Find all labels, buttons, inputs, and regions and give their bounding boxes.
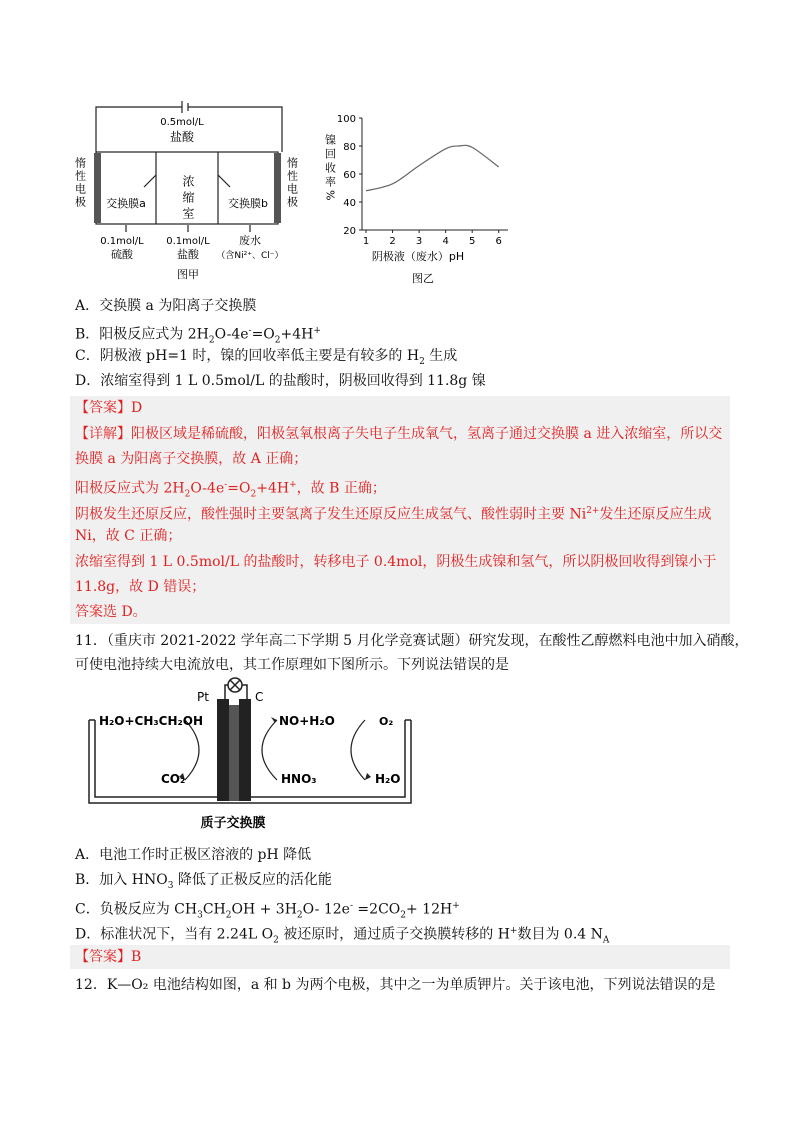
q12-stem: 12．K—O₂ 电池结构如图，a 和 b 为两个电极，其中之一为单质钾片。关于该电池，下列说法错误的是 (75, 977, 716, 993)
q11-d-pre: D．标准状况下，当有 2.24L O (75, 926, 274, 943)
chart-y-tick-label: 100 (336, 114, 356, 125)
figure-nickel-recovery-chart (318, 102, 518, 292)
q11-stem-2: 可使电池持续大电流放电，其工作原理如下图所示。下列说法错误的是 (75, 657, 509, 673)
right-bottom-label: H₂O (375, 772, 401, 786)
bottom-label-1b: 硫酸 (111, 248, 133, 261)
q11-d-mid: 被还原时，通过质子交换膜转移的 H (278, 926, 510, 943)
bottom-label-2b: 盐酸 (177, 248, 199, 261)
chart-xlabel: 阴极液（废水）pH (371, 250, 465, 263)
pt-label: Pt (197, 690, 209, 704)
q10-option-a: A．交换膜 a 为阳离子交换膜 (75, 298, 257, 314)
q11-answer: 【答案】B (75, 949, 142, 965)
chart-ylabel: 镍回收率% (323, 134, 337, 204)
c-label: C (255, 690, 264, 704)
mid-bottom-label: HNO₃ (281, 772, 317, 786)
right-electrode-bar (274, 153, 281, 223)
d3-tail: ，故 B 正确； (296, 480, 386, 497)
bottom-label-3b: （含Ni²⁺、Cl⁻） (216, 251, 284, 261)
q11-c-d: =2CO (352, 901, 401, 918)
q10-b-pre: B．阳极反应式为 2H (75, 326, 209, 343)
figure-fuel-cell (85, 675, 425, 835)
q11-d-sub: A (602, 935, 610, 946)
q10-detail-6: 浓缩室得到 1 L 0.5mol/L 的盐酸时，转移电子 0.4mol，阴极生成镍和氢气，所以阴极回收得到镍小于 (75, 554, 717, 570)
bottom-label-1a: 0.1mol/L (100, 236, 144, 247)
bottom-label-3a: 废水 (239, 234, 261, 247)
chart-y-tick-label: 40 (343, 198, 356, 209)
mid-top-label: NO+H₂O (279, 714, 335, 728)
q10-b-post: =O (251, 326, 275, 343)
chart-x-tick-label: 5 (468, 236, 476, 247)
q10-detail-4: 阴极发生还原反应，酸性强时主要氢离子发生还原反应生成氢气、酸性弱时主要 $Ni^{2+}$发生还原反应生成 (75, 506, 712, 523)
q10-option-c: C．阴极液 pH=1 时，镍的回收率低主要是有较多的 $H_2$ 生成 (75, 348, 458, 367)
q11-c-pre: C．负极反应为 CH (75, 901, 198, 918)
q11-option-a: A．电池工作时正极区溶液的 pH 降低 (75, 847, 312, 863)
q10-b-end: +4H (280, 326, 314, 343)
chart-x-tick-label: 3 (415, 236, 423, 247)
d3-mid: O-4e (190, 480, 225, 497)
q10-b-mid: O-4e (214, 326, 249, 343)
d4-post: 发生还原反应生成 (599, 506, 712, 523)
q11-option-d: D．标准状况下，当有 2.24L $O_2$ 被还原时，通过质子交换膜转移的 H+数目为 0.4 $N_A$ (75, 926, 610, 946)
d3-end: +4H (256, 480, 290, 497)
left-top-label: H₂O+CH₃CH₂OH (99, 714, 204, 728)
membrane (229, 705, 239, 801)
left-electrode-bar (94, 153, 101, 223)
chart-x-tick-label: 6 (495, 236, 502, 247)
q10-detail-2: 换膜 a 为阳离子交换膜，故 A 正确； (75, 451, 308, 467)
d4-pre: 阴极发生还原反应，酸性强时主要氢离子发生还原反应生成氢气、酸性弱时主要 Ni (75, 506, 587, 523)
q11-b-post: 降低了正极反应的活化能 (173, 872, 332, 888)
q10-option-b: B．阳极反应式为 $2H_2O-4e^-=O_2+4H^+$ (75, 326, 321, 346)
chart-y-tick-label: 80 (343, 142, 356, 153)
right-top-label: O₂ (379, 715, 394, 728)
q11-option-c: C．负极反应为 $CH_3CH_2OH + 3H_2O-$ $12e^- =2CO_2+ 12H^+$ (75, 901, 460, 921)
left-electrode-label: 惰性电极 (73, 157, 87, 209)
q10-detail-5: Ni，故 C 正确； (75, 528, 182, 544)
q10-option-d: D．浓缩室得到 1 L 0.5mol/L 的盐酸时，阴极回收得到 11.8g 镍 (75, 373, 486, 389)
q10-c-pre: C．阴极液 pH=1 时，镍的回收率低主要是有较多的 H (75, 348, 420, 364)
q11-c-c: O- 12e (302, 901, 350, 918)
chart-x-tick-label: 2 (389, 236, 396, 247)
d3-post: =O (227, 480, 251, 497)
bottom-label-2a: 0.1mol/L (166, 236, 210, 247)
d3-pre: 阳极反应式为 2H (75, 480, 185, 497)
chart-x-tick-label: 1 (362, 236, 370, 247)
right-electrode-label: 惰性电极 (285, 157, 299, 209)
membrane-caption: 质子交换膜 (200, 816, 266, 831)
q10-detail-3: 阳极反应式为 $2H_2O-4e^-=O_2+4H^+$，故 B 正确； (75, 480, 386, 500)
c-electrode (239, 699, 251, 801)
figure-electrodialysis (70, 95, 310, 290)
q10-answer: 【答案】D (75, 400, 143, 416)
q11-c-a: CH (202, 901, 226, 918)
chart-y-tick-label: 60 (343, 170, 356, 181)
membrane-b-label: 交换膜b (228, 197, 268, 210)
q10-c-post: 生成 (424, 348, 458, 364)
membrane-a-label: 交换膜a (106, 197, 146, 210)
figure-caption-yi: 图乙 (412, 272, 434, 285)
top-label-1: 0.5mol/L (160, 117, 204, 128)
figure-caption-jia: 图甲 (177, 268, 199, 281)
chart-series-line (366, 145, 499, 191)
q11-d-post: 数目为 0.4 N (517, 926, 603, 943)
q11-b-pre: B．加入 HNO (75, 872, 168, 888)
center-label: 浓缩室 (181, 175, 195, 223)
q11-c-e: + 12H (406, 901, 453, 918)
top-label-2: 盐酸 (169, 130, 195, 144)
left-bottom-label: CO₂ (161, 772, 186, 786)
q10-detail-1: 【详解】阳极区域是稀硫酸，阳极氢氧根离子失电子生成氧气，氢离子通过交换膜 a 进入浓缩室，所以交 (75, 426, 723, 442)
q11-stem-1: 11．（重庆市 2021-2022 学年高二下学期 5 月化学竞赛试题）研究发现，在酸性乙醇燃料电池中加入硝酸， (75, 633, 749, 649)
q11-c-b: OH + 3H (231, 901, 297, 918)
q10-detail-7: 11.8g，故 D 错误； (75, 579, 206, 595)
pt-electrode (217, 699, 229, 801)
answer-box-q11 (70, 945, 730, 969)
chart-x-tick-label: 4 (442, 236, 449, 247)
chart-y-tick-label: 20 (343, 226, 356, 237)
q10-detail-8: 答案选 D。 (75, 604, 147, 620)
q11-option-b: B．加入 $HNO_3$ 降低了正极反应的活化能 (75, 872, 332, 891)
